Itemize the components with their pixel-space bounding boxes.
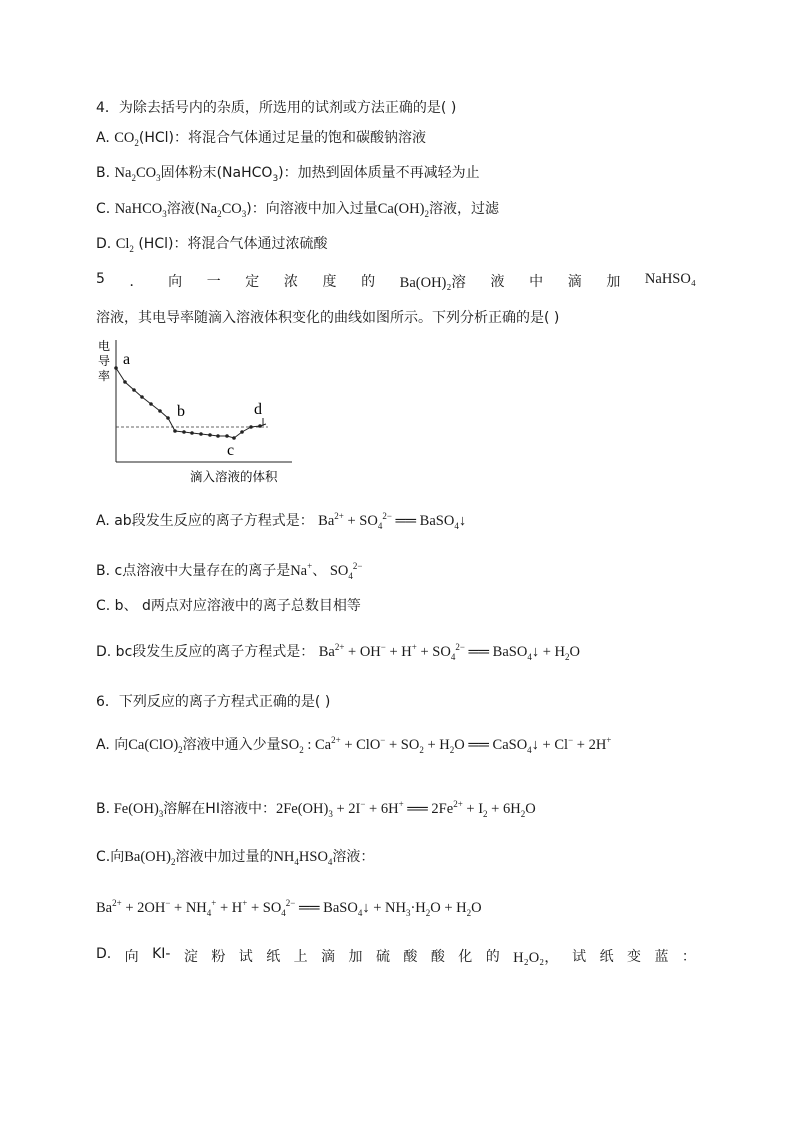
point-d-label: d bbox=[254, 401, 262, 418]
q4-option-b: B. $Na_2CO_3$固体粉末(NaHCO$_3$)：加热到固体质量不再减轻为止 bbox=[96, 165, 480, 184]
curve-data-points bbox=[114, 366, 262, 440]
q5-option-b: B. c点溶液中大量存在的离子是Na+、 $SO_4^{2-}$ bbox=[96, 561, 363, 581]
q5-option-a: A. ab段发生反应的离子方程式是： $Ba^{2+} + SO_4^{2-}$ ══ BaSO$_4$↓ bbox=[96, 511, 467, 531]
q5-stem-line2: 溶液，其电导率随滴入溶液体积变化的曲线如图所示。下列分析正确的是( ) bbox=[96, 310, 560, 326]
q4-stem: 4．为除去括号内的杂质，所选用的试剂或方法正确的是( ) bbox=[96, 100, 457, 116]
point-a-label: a bbox=[123, 351, 131, 368]
q5-option-c: C. b、 d两点对应溶液中的离子总数目相等 bbox=[96, 598, 361, 614]
q6-option-a: A. 向$Ca(ClO)_2$溶液中通入少量$SO_2$ : $Ca^{2+} + ClO^- + SO_2 + H_2O$ ══ CaSO$_4$↓ + Cl− + 2H+ bbox=[96, 735, 612, 755]
q5-option-d: D. bc段发生反应的离子方程式是： $Ba^{2+} + OH^- + H^+ + SO_4^{2-}$ ══ BaSO$_4$↓ + $H_2O$ bbox=[96, 642, 580, 662]
conductivity-chart bbox=[96, 338, 296, 488]
conductivity-curve bbox=[116, 368, 266, 438]
q6-option-d: D. 向 KI- 淀 粉 试 纸 上 滴 加 硫 酸 酸 化 的 H₂O₂， 试 纸 变 蓝 ： bbox=[96, 946, 696, 966]
point-c-label: c bbox=[227, 442, 235, 459]
y-label-2: 导 bbox=[98, 354, 111, 368]
q6-stem: 6．下列反应的离子方程式正确的是( ) bbox=[96, 694, 331, 710]
q6-option-c-equation: $Ba^{2+} + 2OH^- + NH_4^+ + H^+ + SO_4^{2-}$ ══ BaSO$_4$↓ + $NH_3\cdot H_2O + H_2O$ bbox=[96, 898, 482, 918]
conductivity-graph bbox=[96, 338, 296, 492]
q5-stem-line1: 5 ． 向 一 定 浓 度 的 Ba(OH)₂溶 液 中 滴 加 NaHSO₄ bbox=[96, 271, 696, 291]
point-b-label: b bbox=[177, 403, 185, 420]
q4-option-d: D. $Cl_2$ (HCl)：将混合气体通过浓硫酸 bbox=[96, 236, 328, 254]
q4-option-c: C. NaHCO$_3$溶液$(Na_2CO_3)$：向溶液中加入过量$Ca(OH)_2$溶液，过滤 bbox=[96, 201, 499, 219]
q6-option-b: B. $Fe(OH)_3$溶解在HI溶液中：$2Fe(OH)_3 + 2I^- + 6H^+$ ══ $2Fe^{2+} + I_2 + 6H_2O$ bbox=[96, 799, 536, 819]
q4-option-a: A. $CO_2(HCl)$：将混合气体通过足量的饱和碳酸钠溶液 bbox=[96, 130, 427, 148]
y-label-3: 率 bbox=[98, 369, 111, 383]
x-axis-label: 滴入溶液的体积 bbox=[190, 469, 278, 484]
y-label-1: 电 bbox=[98, 339, 111, 353]
q6-option-c: C.向$Ba(OH)_2$溶液中加过量的$NH_4HSO_4$溶液： bbox=[96, 849, 375, 867]
